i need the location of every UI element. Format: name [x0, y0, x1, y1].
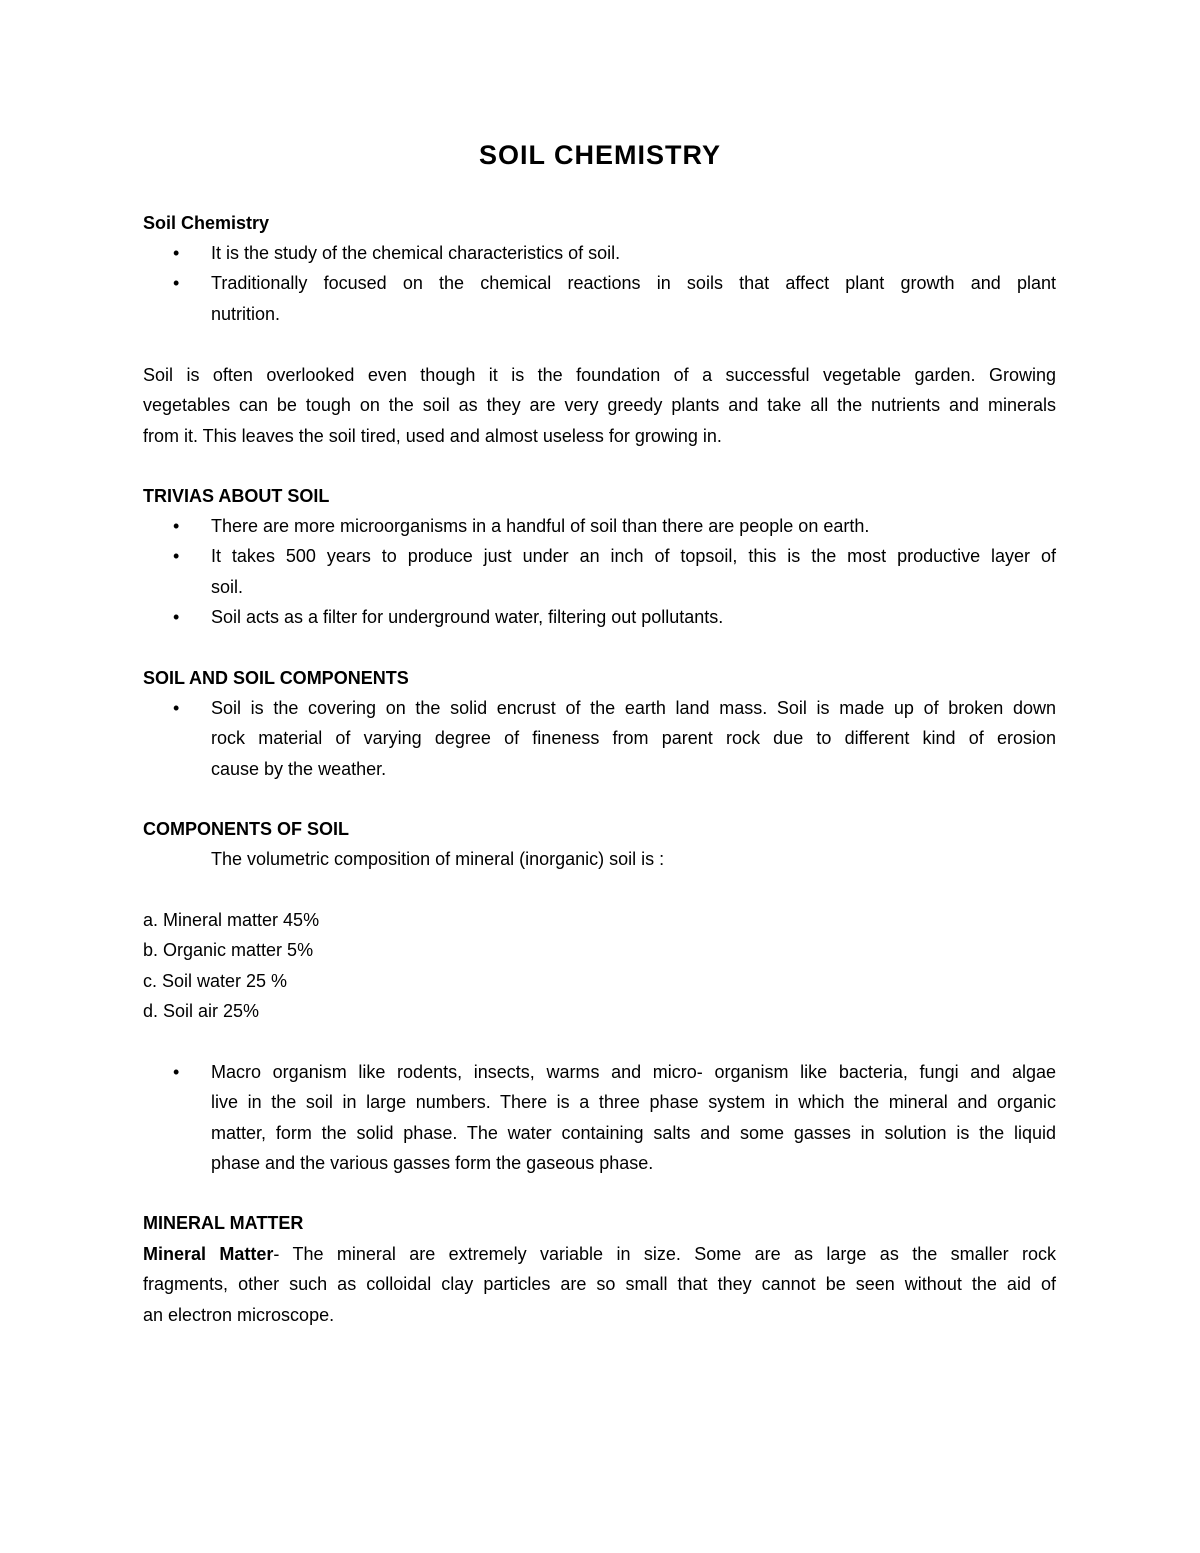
bullet-text-continued: nutrition. [211, 304, 281, 324]
bullet-text-continued: phase and the various gasses form the gaseous phase. [211, 1153, 654, 1173]
bullet-text-continued: matter, form the solid phase. The water containing salts and some gasses in solution is the liquid [211, 1123, 1056, 1143]
list-item: c. Soil water 25 % [143, 971, 288, 991]
bullet-text: Soil is the covering on the solid encrust of the earth land mass. Soil is made up of broken down [211, 698, 1056, 718]
bullet-icon: • [173, 243, 180, 263]
list-item: d. Soil air 25% [143, 1001, 260, 1021]
section-heading-soil-chemistry: Soil Chemistry [143, 213, 270, 233]
paragraph-line: Soil is often overlooked even though it is the foundation of a successful vegetable garden. Growing [143, 365, 1056, 385]
bullet-icon: • [173, 698, 180, 718]
bullet-icon: • [173, 516, 180, 536]
bullet-icon: • [173, 546, 180, 566]
bullet-icon: • [173, 607, 180, 627]
mineral-matter-lead: Mineral Matter [143, 1244, 274, 1264]
list-item: b. Organic matter 5% [143, 940, 314, 960]
mineral-matter-text: - The mineral are extremely variable in size. Some are as large as the smaller rock [273, 1244, 1056, 1264]
bullet-text: It is the study of the chemical characteristics of soil. [211, 243, 621, 263]
paragraph-line [143, 1243, 1056, 1265]
bullet-icon: • [173, 1062, 180, 1082]
bullet-text: It takes 500 years to produce just under an inch of topsoil, this is the most productive layer of [211, 546, 1056, 566]
paragraph-line: from it. This leaves the soil tired, used and almost useless for growing in. [143, 426, 722, 446]
section-heading-soil-components: SOIL AND SOIL COMPONENTS [143, 668, 409, 688]
bullet-text: Soil acts as a filter for underground water, filtering out pollutants. [211, 607, 724, 627]
bullet-text: There are more microorganisms in a handful of soil than there are people on earth. [211, 516, 870, 536]
list-item: a. Mineral matter 45% [143, 910, 320, 930]
bullet-text-continued: cause by the weather. [211, 759, 387, 779]
bullet-text: Traditionally focused on the chemical reactions in soils that affect plant growth and plant [211, 273, 1056, 293]
components-intro: The volumetric composition of mineral (inorganic) soil is : [211, 849, 665, 869]
bullet-text-continued: live in the soil in large numbers. There is a three phase system in which the mineral and organic [211, 1092, 1056, 1112]
paragraph-line: fragments, other such as colloidal clay particles are so small that they cannot be seen without the aid of [143, 1274, 1056, 1294]
bullet-text-continued: rock material of varying degree of fineness from parent rock due to different kind of erosion [211, 728, 1056, 748]
bullet-text: Macro organism like rodents, insects, warms and micro- organism like bacteria, fungi and algae [211, 1062, 1056, 1082]
section-heading-trivias: TRIVIAS ABOUT SOIL [143, 486, 330, 506]
section-heading-components-of-soil: COMPONENTS OF SOIL [143, 819, 350, 839]
bullet-icon: • [173, 273, 180, 293]
page-title: SOIL CHEMISTRY [478, 140, 722, 170]
paragraph-line: an electron microscope. [143, 1305, 335, 1325]
section-heading-mineral-matter: MINERAL MATTER [143, 1213, 304, 1233]
bullet-text-continued: soil. [211, 577, 244, 597]
paragraph-line: vegetables can be tough on the soil as they are very greedy plants and take all the nutrients and minerals [143, 395, 1056, 415]
